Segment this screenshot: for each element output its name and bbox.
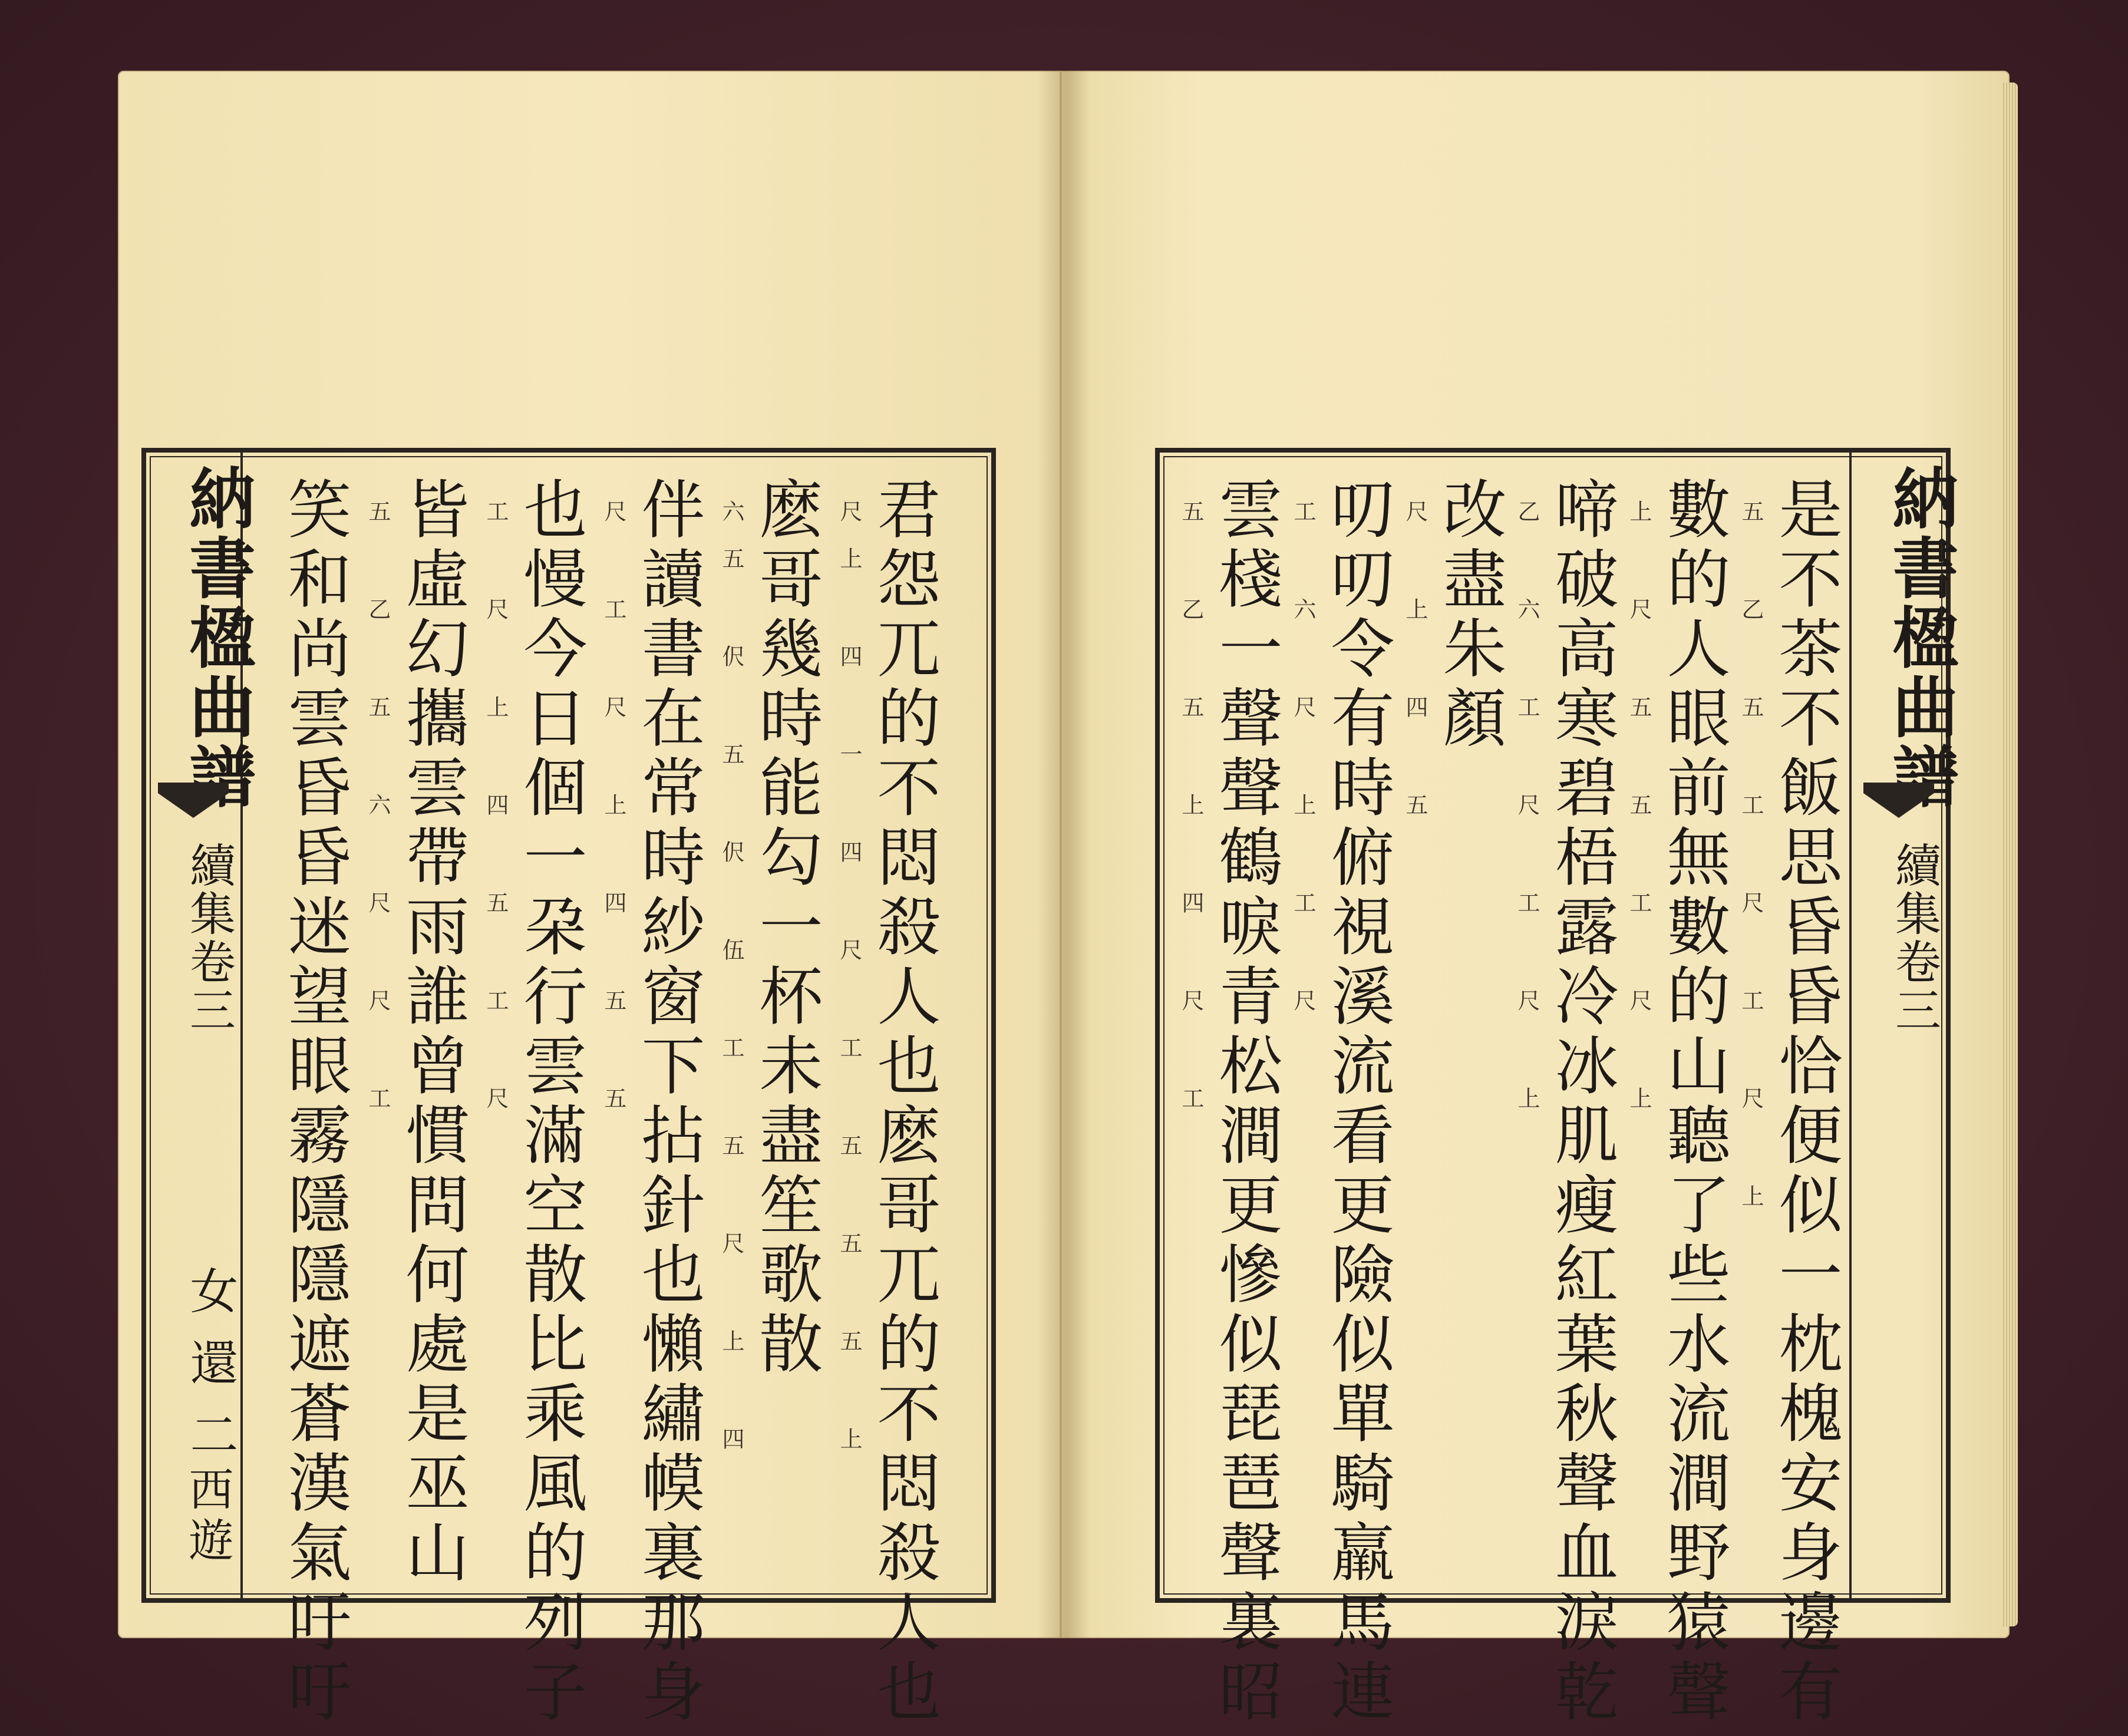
lyric-column: 叨叨令有時俯視溪流看更險似單騎羸馬連 工 六 尺 上 工 尺 <box>1290 476 1394 1728</box>
fish-tail-mark-icon <box>1863 783 1934 818</box>
lyric-column: 伴讀書在常時紗窗下拈針也懶繡幙裏那身 尺 工 尺 上 四 五 五 <box>601 476 704 1728</box>
left-page <box>118 71 1061 1728</box>
lyric-column: 麽哥幾時能勾一杯未盡笙歌散 六五 伬 五 伬 伍 工 五 尺 上 四 <box>718 476 822 1474</box>
left-page-frame <box>141 448 996 1728</box>
volume-subtitle: 續集卷三 <box>182 841 235 1035</box>
lyric-column: 啼破高寒碧梧露冷冰肌瘦紅葉秋聲血淚乾 乙 六 工 尺 工 尺 上 <box>1514 476 1618 1728</box>
lyric-column: 君怨兀的不悶殺人也麽哥兀的不悶殺人也 尺上 四 一 四 尺 工 五 五 五 上 <box>836 476 940 1728</box>
lyric-column: 雲棧一聲聲鶴唳青松澗更慘似琵琶聲裏昭 五 乙 五 上 四 尺 工 <box>1178 476 1282 1728</box>
left-banner <box>146 453 256 1598</box>
fish-tail-mark-icon <box>158 783 229 818</box>
book-title: 納書楹曲譜 <box>1882 464 1959 812</box>
book-gutter <box>1037 71 1090 1638</box>
lyric-column: 是不茶不飯思昏昏恰便似一枕槐安身邊有 五 乙 五 工 尺 工 尺 上 <box>1738 476 1842 1728</box>
lyric-column: 笑和尚雲昏昏迷望眼霧隱隱遮蒼漢氣吁吁 <box>277 476 351 1728</box>
open-book <box>118 71 2010 1728</box>
lyric-column: 也慢今日個一朶行雲滿空散比乘風的列子 工 尺 上 四 五 工 尺 <box>483 476 586 1728</box>
page-name: 西遊 <box>182 1466 234 1567</box>
book-title: 納書楹曲譜 <box>179 464 256 812</box>
lyric-column: 改盡朱顏 尺 上 四 五 <box>1402 476 1506 840</box>
folio-label: 女還二 <box>182 1266 238 1481</box>
lyric-column: 皆虛幻攜雲帶雨誰曾慣問何處是巫山 五 乙 五 六 尺 尺 工 <box>365 476 469 1589</box>
page-edges <box>2001 82 2018 1626</box>
lyric-column: 數的人眼前無數的山聽了些水流澗野猿聲 上 尺 五 五 工 尺 上 <box>1626 476 1730 1728</box>
right-banner <box>1849 453 1959 1598</box>
right-page-frame <box>1155 448 1959 1728</box>
volume-subtitle: 續集卷三 <box>1888 841 1941 1035</box>
right-page <box>1061 71 2010 1728</box>
